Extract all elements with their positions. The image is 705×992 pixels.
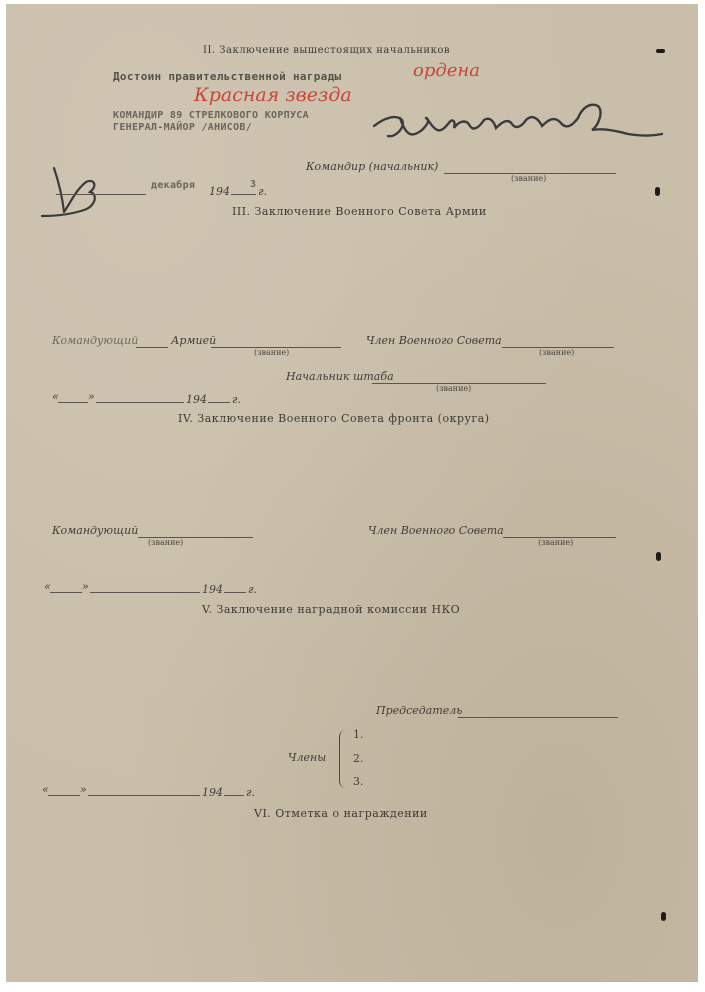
member-3-number: 3. [353,775,364,788]
commission-date-month-line [88,795,200,796]
commission-date-suffix: г. [246,786,256,799]
army-council-member-label: Член Военного Совета [366,334,502,347]
army-rank-caption: (звание) [254,348,290,357]
member-1-number: 1. [353,728,364,741]
ink-mark-corner [656,49,665,53]
members-brace [339,730,346,788]
commission-date-year-line [224,795,244,796]
member-2-number: 2. [353,752,364,765]
members-label: Члены [288,751,327,764]
army-number-line [136,347,168,348]
date-year: 194 [209,185,230,198]
commission-date-year: 194 [202,786,223,799]
commander-rank-caption: (звание) [511,174,547,183]
front-date-day-line [50,592,82,593]
front-date-year: 194 [202,583,223,596]
section-4-title: IV. Заключение Военного Совета фронта (округа) [178,412,490,425]
army-date-year: 194 [186,393,207,406]
army-commander-label: Командующий [52,334,139,347]
army-date-suffix: г. [232,393,242,406]
section-2-title: II. Заключение вышестоящих начальников [203,45,450,56]
front-council-rank-caption: (звание) [538,538,574,547]
chief-of-staff-rank-caption: (звание) [436,384,472,393]
army-label: Армией [171,334,217,347]
punch-hole-middle [656,552,661,561]
handwritten-order: ордена [413,60,481,81]
front-date-close-quote: » [82,580,89,593]
front-commander-rank-caption: (звание) [148,538,184,547]
commander-label: Командир (начальник) [306,160,439,173]
date-year-digit: 3 [250,179,257,190]
typed-commander-title: КОМАНДИР 89 СТРЕЛКОВОГО КОРПУСА [113,110,309,121]
commission-date-open-quote: « [42,783,49,796]
commission-date-close-quote: » [80,783,87,796]
army-council-rank-caption: (звание) [539,348,575,357]
section-3-title: III. Заключение Военного Совета Армии [232,205,487,218]
chairman-label: Председатель [376,704,463,717]
army-date-year-line [208,402,230,403]
punch-hole-bottom [661,912,666,921]
army-date-open-quote: « [52,390,59,403]
handwritten-mark-v [36,160,106,220]
date-line-left [56,194,146,195]
commission-date-day-line [48,795,80,796]
front-date-open-quote: « [44,580,51,593]
date-suffix: г. [258,185,268,198]
front-date-suffix: г. [248,583,258,596]
punch-hole-top [655,187,660,196]
front-council-member-label: Член Военного Совета [368,524,504,537]
section-6-title: VI. Отметка о награждении [254,807,428,820]
chairman-line [458,717,618,718]
handwritten-red-star: Красная звезда [194,84,352,106]
commander-signature [366,96,666,148]
date-month-typed: декабря [151,180,196,191]
section-5-title: V. Заключение наградной комиссии НКО [202,603,461,616]
date-year-line [231,194,256,195]
typed-commander-name: ГЕНЕРАЛ-МАЙОР /АНИСОВ/ [113,122,253,133]
army-date-close-quote: » [88,390,95,403]
front-date-month-line [90,592,200,593]
typed-award-recommendation: Достоин правительственной награды [113,70,342,83]
chief-of-staff-label: Начальник штаба [286,370,394,383]
document-page [6,4,698,982]
front-date-year-line [224,592,246,593]
army-date-month-line [96,402,184,403]
front-commander-label: Командующий [52,524,139,537]
army-date-day-line [58,402,88,403]
